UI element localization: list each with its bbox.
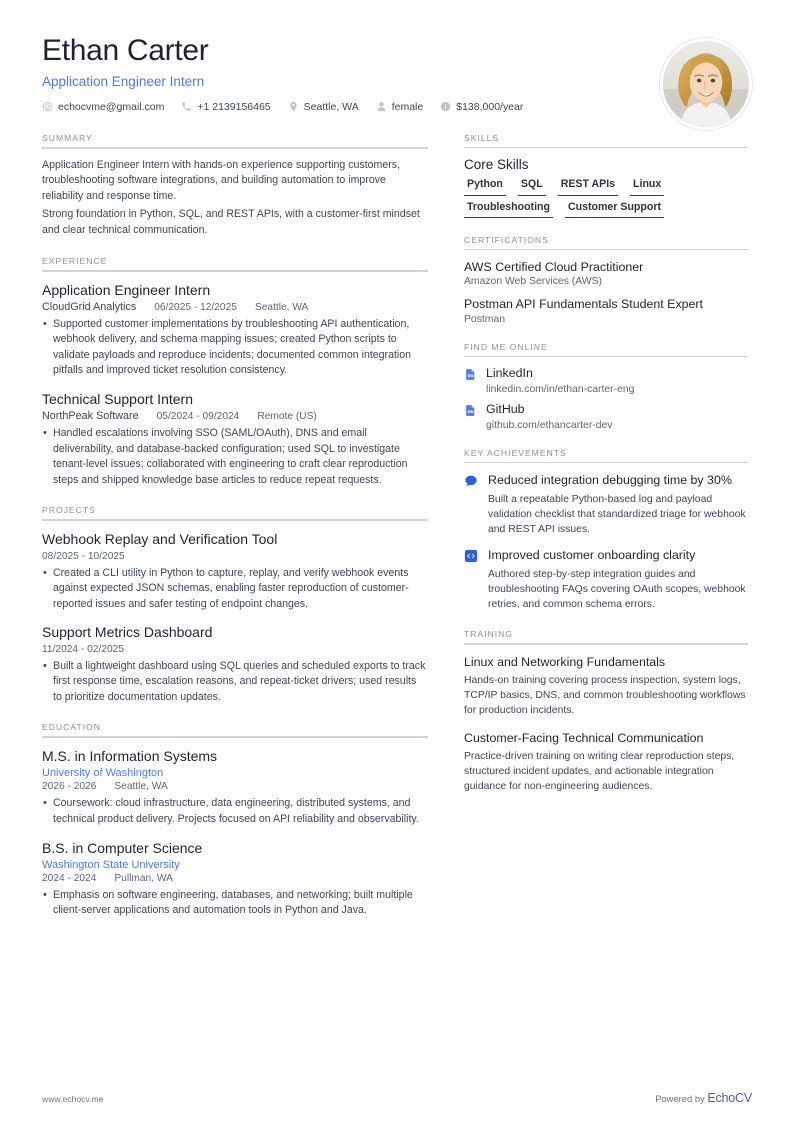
contact-item[interactable] [42, 101, 164, 113]
experience-list [42, 281, 428, 489]
skill-tag: Troubleshooting [464, 201, 553, 218]
project-dates: 11/2024 - 02/2025 [42, 643, 124, 655]
location-pin-icon [288, 101, 299, 112]
section-heading-education: EDUCATION [42, 722, 101, 733]
skills-group-title: Core Skills [464, 157, 529, 173]
contact-value: female [391, 100, 424, 113]
bullet-item: • Handled escalations involving SSO (SAML/OAuth), DNS and email deliverability, and database-backed configuration; used SQL to investigate tenant-level issues; collaborated with engineering to craft clear reproduction steps and shipped knowledge base articles to reduce repeat requests. [42, 426, 428, 488]
divider [464, 356, 748, 358]
experience-meta [42, 301, 428, 313]
education-meta [42, 873, 428, 884]
section-projects [42, 505, 428, 705]
section-heading-find-me-online: FIND ME ONLINE [464, 341, 548, 352]
skill-tag: Linux [630, 178, 664, 195]
avatar [660, 38, 752, 130]
contact-item[interactable] [376, 101, 424, 113]
online-link-label[interactable]: GitHub [486, 401, 525, 416]
experience-job-title: Application Engineer Intern [42, 281, 211, 298]
project-meta [42, 551, 428, 562]
summary-body [42, 158, 428, 239]
bullet-list [42, 796, 428, 827]
bullet-item: • Coursework: cloud infrastructure, data engineering, distributed systems, and technical product delivery. Projects focused on API reliability and observability. [42, 796, 428, 827]
contact-item[interactable] [181, 101, 270, 113]
contact-value: Seattle, WA [303, 100, 359, 113]
summary-paragraph: Strong foundation in Python, SQL, and REST APIs, with a customer-first mindset and clear technical communication. [42, 208, 420, 237]
bullet-list [42, 566, 428, 613]
divider [464, 643, 748, 645]
divider [42, 270, 428, 272]
training-description: Practice-driven training on writing clear reproduction steps, structured incident updates, and actionable integration guidance for non-engineering audiences. [464, 750, 735, 793]
divider [42, 736, 428, 738]
footer-site-url[interactable]: www.echocv.me [42, 1094, 104, 1104]
info-icon [440, 101, 451, 112]
bullet-list [42, 659, 428, 706]
bullet-item: • Emphasis on software engineering, databases, and networking; built multiple client-server applications and automation tools in Python and Java. [42, 888, 428, 919]
experience-meta [42, 410, 428, 422]
skill-tag: Customer Support [565, 201, 664, 218]
education-school[interactable]: Washington State University [42, 858, 180, 871]
training-item [464, 654, 748, 719]
section-heading-training: TRAINING [464, 629, 514, 640]
divider [464, 147, 748, 149]
certification-issuer: Amazon Web Services (AWS) [464, 276, 603, 288]
projects-list [42, 530, 428, 705]
education-entry [42, 747, 428, 827]
project-dates: 08/2025 - 10/2025 [42, 550, 125, 562]
online-link-url[interactable]: linkedin.com/in/ethan-carter-eng [486, 383, 635, 395]
achievement-description: Authored step-by-step integration guides and troubleshooting FAQs covering OAuth scopes, webhook retries, and common schema errors. [488, 568, 746, 610]
project-title: Webhook Replay and Verification Tool [42, 531, 278, 548]
section-heading-experience: EXPERIENCE [42, 255, 108, 266]
bullet-list [42, 426, 428, 488]
page-title: Ethan Carter [42, 34, 209, 67]
experience-job-title: Technical Support Intern [42, 391, 193, 408]
achievement-list [464, 472, 748, 612]
bullet-item: • Built a lightweight dashboard using SQL queries and scheduled exports to track first response time, escalation reasons, and repeat-ticket drivers; used results to prioritize documentation updates. [42, 659, 428, 706]
skill-tag: Python [464, 178, 506, 195]
contact-row [42, 101, 752, 113]
education-school[interactable]: University of Washington [42, 767, 164, 780]
experience-company: NorthPeak Software [42, 410, 139, 423]
resume-body [0, 133, 794, 936]
training-description: Hands-on training covering process inspection, system logs, TCP/IP basics, DNS, and common troubleshooting workflows for production incidents. [464, 674, 746, 717]
left-column [42, 133, 428, 936]
phone-icon [181, 101, 192, 112]
education-dates: 2026 - 2026 [42, 781, 97, 793]
section-find-me-online [464, 342, 748, 431]
project-entry [42, 530, 428, 612]
section-key-achievements [464, 448, 748, 612]
person-icon [376, 101, 387, 112]
education-location: Pullman, WA [114, 872, 173, 884]
contact-value: +1 2139156465 [197, 100, 271, 113]
certification-issuer: Postman [464, 313, 506, 325]
contact-item[interactable] [440, 101, 523, 113]
code-brackets-icon [464, 549, 478, 563]
section-summary [42, 133, 428, 239]
education-meta [42, 781, 428, 792]
section-experience [42, 256, 428, 489]
online-link-item[interactable] [464, 366, 748, 395]
contact-item[interactable] [288, 101, 359, 113]
section-heading-projects: PROJECTS [42, 505, 96, 516]
divider [42, 519, 428, 521]
experience-location: Remote (US) [257, 411, 317, 423]
bullet-item: • Supported customer implementations by troubleshooting API authentication, webhook delivery, and schema mapping issues; created Python scripts to validate payloads and reproduce incidents; documented common integration pitfalls and improved ticket resolution consistency. [42, 317, 428, 379]
education-entry [42, 839, 428, 919]
skill-tag: REST APIs [558, 178, 618, 195]
section-heading-summary: SUMMARY [42, 132, 93, 143]
footer-brand[interactable]: EchoCV [707, 1091, 752, 1105]
education-degree: B.S. in Computer Science [42, 839, 203, 856]
achievement-description: Built a repeatable Python-based log and payload validation checklist that standardized triage for webhook and REST API issues. [488, 493, 746, 536]
certification-name: Postman API Fundamentals Student Expert [464, 297, 703, 312]
online-link-item[interactable] [464, 402, 748, 431]
education-degree: M.S. in Information Systems [42, 748, 218, 765]
achievement-title: Reduced integration debugging time by 30% [488, 473, 732, 488]
achievement-item [464, 472, 748, 537]
section-skills [464, 133, 748, 218]
bullet-item: • Created a CLI utility in Python to capture, replay, and verify webhook events against expected JSON schemas, enabling faster reproduction of customer-reported issues and safer testing of endpoint changes. [42, 566, 428, 613]
experience-entry [42, 390, 428, 488]
resume-footer [42, 1091, 752, 1105]
project-meta [42, 644, 428, 655]
online-link-list [464, 366, 748, 431]
education-list [42, 747, 428, 919]
online-link-label[interactable]: LinkedIn [486, 366, 533, 381]
experience-location: Seattle, WA [254, 301, 309, 313]
right-column [464, 133, 748, 812]
achievement-item [464, 547, 748, 612]
contact-value: $138,000/year [456, 100, 524, 113]
experience-company: CloudGrid Analytics [42, 300, 137, 313]
divider [464, 249, 748, 251]
bullet-list [42, 317, 428, 379]
training-item [464, 730, 748, 795]
achievement-title: Improved customer onboarding clarity [488, 548, 696, 563]
link-document-icon [464, 368, 477, 381]
education-location: Seattle, WA [114, 781, 168, 793]
divider [42, 147, 428, 149]
training-list [464, 654, 748, 795]
training-title: Customer-Facing Technical Communication [464, 730, 704, 745]
contact-value: echocvme@gmail.com [58, 100, 165, 113]
certification-name: AWS Certified Cloud Practitioner [464, 260, 644, 275]
email-icon [42, 101, 53, 112]
skill-tag-list [464, 178, 748, 218]
training-title: Linux and Networking Fundamentals [464, 654, 666, 669]
education-dates: 2024 - 2024 [42, 872, 97, 884]
section-heading-skills: SKILLS [464, 132, 500, 143]
certification-list [464, 259, 748, 324]
online-link-url[interactable]: github.com/ethancarter-dev [486, 419, 613, 431]
skill-tag: SQL [518, 178, 546, 195]
certification-item [464, 296, 748, 324]
section-certifications [464, 235, 748, 325]
resume-header [0, 0, 794, 113]
project-entry [42, 623, 428, 705]
project-title: Support Metrics Dashboard [42, 624, 213, 641]
experience-dates: 06/2025 - 12/2025 [154, 301, 237, 313]
experience-dates: 05/2024 - 09/2024 [156, 411, 240, 423]
divider [464, 462, 748, 464]
footer-powered-label: Powered by [655, 1093, 705, 1104]
speech-bubble-icon [464, 474, 478, 488]
section-heading-key-achievements: KEY ACHIEVEMENTS [464, 447, 567, 458]
section-heading-certifications: CERTIFICATIONS [464, 234, 549, 245]
link-document-icon [464, 404, 477, 417]
job-title-subtitle: Application Engineer Intern [42, 73, 205, 89]
certification-item [464, 259, 748, 287]
summary-paragraph: Application Engineer Intern with hands-on experience supporting customers, troubleshooting software integrations, and building automation to improve reliability and response time. [42, 158, 401, 202]
experience-entry [42, 281, 428, 379]
section-training [464, 629, 748, 795]
footer-powered-by [655, 1091, 752, 1105]
bullet-list [42, 888, 428, 919]
section-education [42, 722, 428, 919]
